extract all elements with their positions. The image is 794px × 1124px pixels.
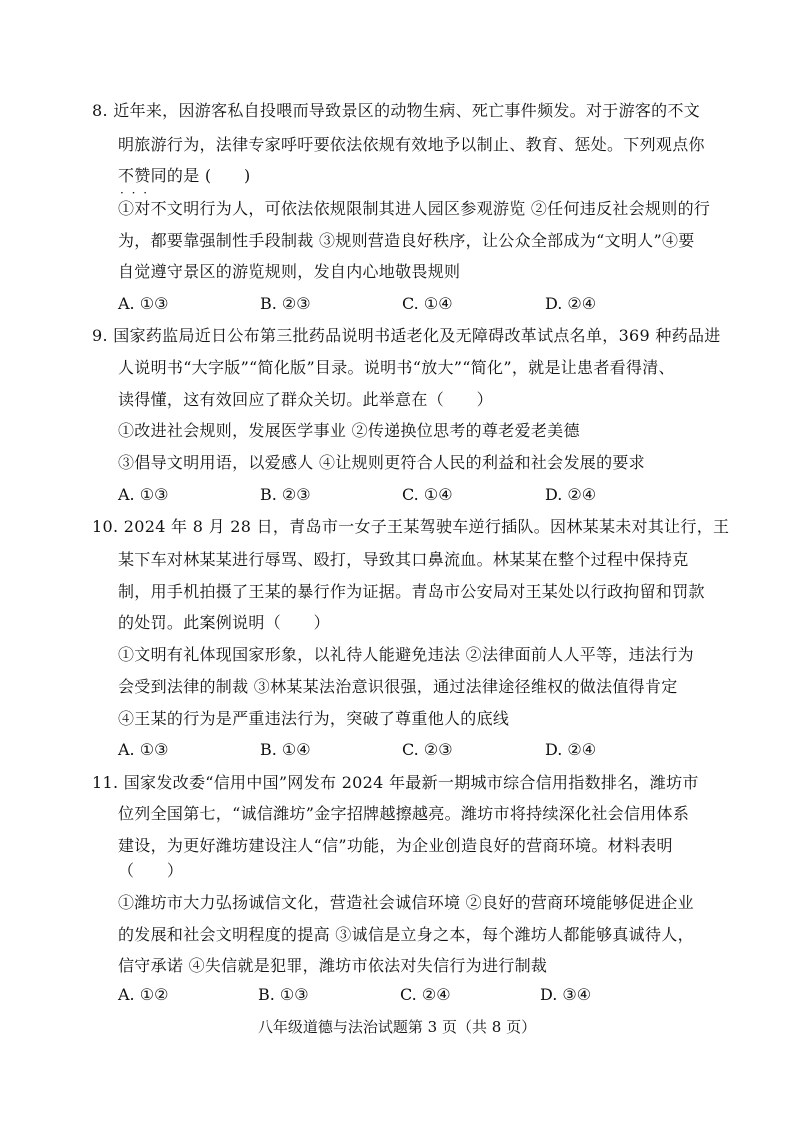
- option-c: C. ②③: [402, 740, 453, 759]
- question-stem: 人说明书“大字版”“简化版”目录。说明书“放大”“简化”，就是让患者看得清、: [118, 358, 675, 377]
- option-d: D. ③④: [540, 985, 592, 1004]
- option-a: A. ①③: [118, 740, 169, 759]
- question-number: 9.: [92, 326, 108, 345]
- question-number: 8.: [92, 101, 108, 120]
- question-stem: 明旅游行为，法律专家呼吁要依法依规有效地予以制止、教育、惩处。下列观点你: [118, 135, 705, 154]
- question-number: 11.: [92, 773, 119, 792]
- statement-line: ①文明有礼体现国家形象，以礼待人能避免违法 ②法律面前人人平等，违法行为: [118, 645, 694, 664]
- statement-line: 为，都要靠强制性手段制裁 ③规则营造良好秩序，让公众全部成为“文明人”④要: [118, 231, 695, 250]
- option-a: A. ①③: [118, 294, 169, 313]
- question-stem: 2024 年 8 月 28 日，青岛市一女子王某驾驶车逆行插队。因林某某未对其让行，王: [123, 517, 730, 536]
- question-line: [92, 101, 700, 121]
- question-stem: 建设，为更好潍坊建设注人“信”功能，为企业创造良好的营商环境。材料表明: [118, 836, 673, 855]
- question-line: [92, 773, 699, 793]
- question-line: [92, 517, 729, 537]
- statement-line: ①对不文明行为人，可依法依规限制其进人园区参观游览 ②任何违反社会规则的行: [118, 199, 711, 218]
- option-d: D. ②④: [545, 485, 597, 504]
- question-line: [92, 326, 721, 346]
- statement-line: ③倡导文明用语，以爱感人 ④让规则更符合人民的利益和社会发展的要求: [118, 453, 645, 472]
- option-c: C. ②④: [400, 985, 451, 1004]
- question-line: [118, 166, 251, 186]
- option-d: D. ②④: [545, 294, 597, 313]
- answer-bracket: （ ）: [118, 861, 184, 880]
- answer-bracket: ( ): [204, 166, 251, 185]
- statement-line: 会受到法律的制裁 ③林某某法治意识很强，通过法律途径维权的做法值得肯定: [118, 677, 678, 696]
- statement-line: ①改进社会规则，发展医学事业 ②传递换位思考的尊老爱老美德: [118, 421, 580, 440]
- question-stem: 国家发改委“信用中国”网发布 2024 年最新一期城市综合信用指数排名，潍坊市: [123, 773, 699, 792]
- page-footer: 八年级道德与法治试题第 3 页（共 8 页）: [257, 1018, 537, 1036]
- statement-line: ①潍坊市大力弘扬诚信文化，营造社会诚信环境 ②良好的营商环境能够促进企业: [118, 893, 694, 912]
- question-stem: 制，用手机拍摄了王某的暴行作为证据。青岛市公安局对王某处以行政拘留和罚款: [118, 582, 705, 601]
- question-stem: 某下车对林某某进行辱骂、殴打，导致其口鼻流血。林某某在整个过程中保持克: [118, 550, 689, 569]
- question-stem: 位列全国第七，“诚信潍坊”金字招牌越擦越亮。潍坊市将持续深化社会信用体系: [118, 804, 690, 823]
- option-a: A. ①③: [118, 485, 169, 504]
- statement-line: ④王某的行为是严重违法行为，突破了尊重他人的底线: [118, 709, 510, 728]
- question-stem: 国家药监局近日公布第三批药品说明书适老化及无障碍改革试点名单，369 种药品进: [113, 326, 721, 345]
- question-number: 10.: [92, 517, 119, 536]
- option-b: B. ①④: [260, 740, 311, 759]
- option-b: B. ②③: [260, 485, 311, 504]
- option-b: B. ①③: [258, 985, 309, 1004]
- option-a: A. ①②: [118, 985, 169, 1004]
- option-d: D. ②④: [545, 740, 597, 759]
- question-stem: 的处罚。此案例说明（ ）: [118, 613, 330, 632]
- option-c: C. ①④: [402, 294, 453, 313]
- statement-line: 信守承诺 ④失信就是犯罪，潍坊市依法对失信行为进行制裁: [118, 956, 548, 975]
- option-b: B. ②③: [260, 294, 311, 313]
- question-stem: 读得懂，这有效回应了群众关切。此举意在（ ）: [118, 390, 493, 409]
- statement-line: 自觉遵守景区的游览规则，发自内心地敬畏规则: [118, 262, 461, 281]
- option-c: C. ①④: [402, 485, 453, 504]
- statement-line: 的发展和社会文明程度的提高 ③诚信是立身之本，每个潍坊人都能够真诚待人，: [118, 925, 694, 944]
- question-stem: 近年来，因游客私自投喂而导致景区的动物生病、死亡事件频发。对于游客的不文: [113, 101, 701, 120]
- emphasized-text: 不赞同的是 · · ·: [118, 166, 200, 186]
